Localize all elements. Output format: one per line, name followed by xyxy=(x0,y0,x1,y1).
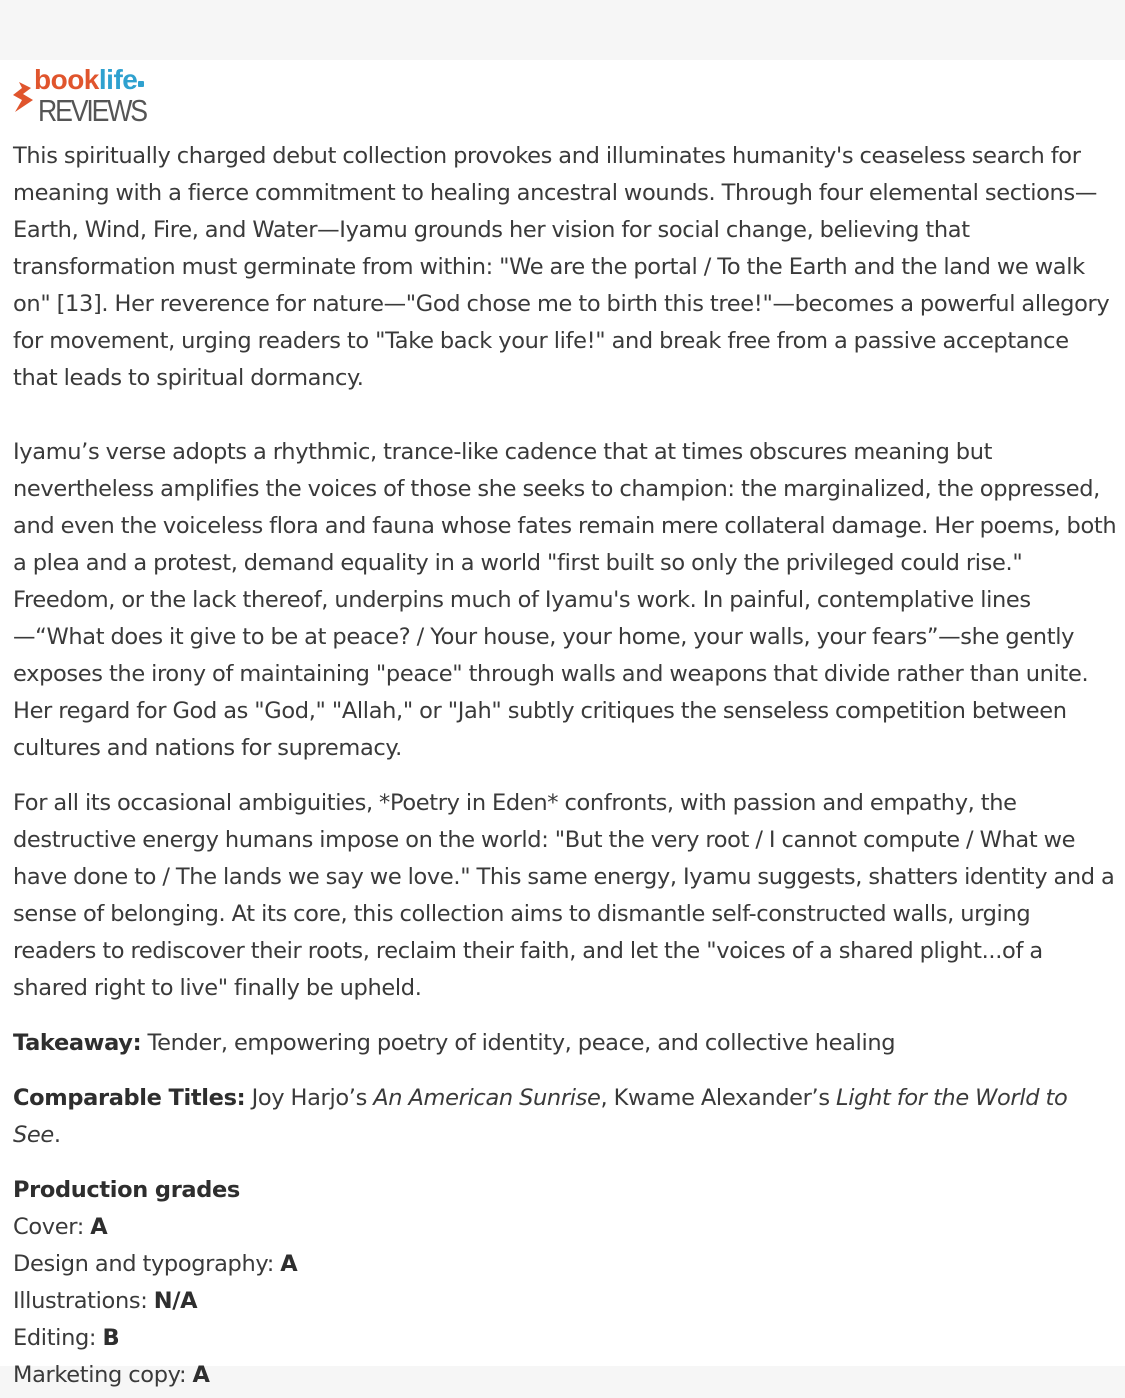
review-paragraph: This spiritually charged debut collection provokes and illuminates humanity's ceaseless search for meaning with a fierce commitment to healing ancestral wounds. Through four elemental sections—Earth, Wind, Fire, and Water—Iyamu grounds her vision for social change, believing that transformation must germinate from within: "We are the portal / To the Earth and the land we walk on" [13]. Her reverence for nature—"God chose me to birth this tree!"—becomes a powerful allegory for movement, urging readers to "Take back your life!" and break free from a passive acceptance that leads to spiritual dormancy. xyxy=(13,143,1110,391)
takeaway-label: Takeaway: xyxy=(13,1030,142,1056)
takeaway xyxy=(13,1025,1117,1062)
review-paragraph: For all its occasional ambiguities, *Poetry in Eden* confronts, with passion and empathy, the destructive energy humans impose on the world: "But the very root / I cannot compute / What we have done to / The lands we say we love." This same energy, Iyamu suggests, shatters identity and a sense of belonging. At its core, this collection aims to dismantle self-constructed walls, urging readers to rediscover their roots, reclaim their faith, and let the "voices of a shared plight...of a shared right to live" finally be upheld. xyxy=(13,790,1115,1001)
review-body xyxy=(13,138,1117,1394)
grade-row-marketing: Marketing copy: A xyxy=(13,1362,210,1388)
grade-row-editing: Editing: B xyxy=(13,1325,120,1351)
grade-row-cover: Cover: A xyxy=(13,1214,108,1240)
production-grades-title: Production grades xyxy=(13,1177,240,1203)
logo-subtitle: REVIEWS xyxy=(38,93,146,128)
takeaway-text: Tender, empowering poetry of identity, peace, and collective healing xyxy=(141,1030,896,1056)
grade-row-illustrations: Illustrations: N/A xyxy=(13,1288,198,1314)
review-page xyxy=(0,60,1125,1388)
logo-dot-icon xyxy=(138,81,144,87)
logo-brand: booklife xyxy=(34,64,144,96)
comparable-titles: Comparable Titles: Joy Harjo’s An American Sunrise, Kwame Alexander’s Light for the World to See. xyxy=(13,1085,1068,1148)
booklife-reviews-logo xyxy=(12,64,162,126)
grade-row-design: Design and typography: A xyxy=(13,1251,298,1277)
comparable-title-1: An American Sunrise xyxy=(373,1085,601,1111)
lightning-bolt-icon xyxy=(12,82,34,112)
comparable-label: Comparable Titles: xyxy=(13,1085,246,1111)
review-paragraph: Iyamu’s verse adopts a rhythmic, trance-like cadence that at times obscures meaning but nevertheless amplifies the voices of those she seeks to champion: the marginalized, the oppressed, and even the voiceless flora and fauna whose fates remain mere collateral damage. Her poems, both a plea and a protest, demand equality in a world "first built so only the privileged could rise." Freedom, or the lack thereof, underpins much of Iyamu's work. In painful, contemplative lines—“What does it give to be at peace? / Your house, your home, your walls, your fears”—she gently exposes the irony of maintaining "peace" through walls and weapons that divide rather than unite. Her regard for God as "God," "Allah," or "Jah" subtly critiques the senseless competition between cultures and nations for supremacy. xyxy=(13,439,1117,761)
production-grades-list xyxy=(13,1209,1117,1394)
comparable-title-2: Light for the World to See xyxy=(13,1085,1068,1148)
